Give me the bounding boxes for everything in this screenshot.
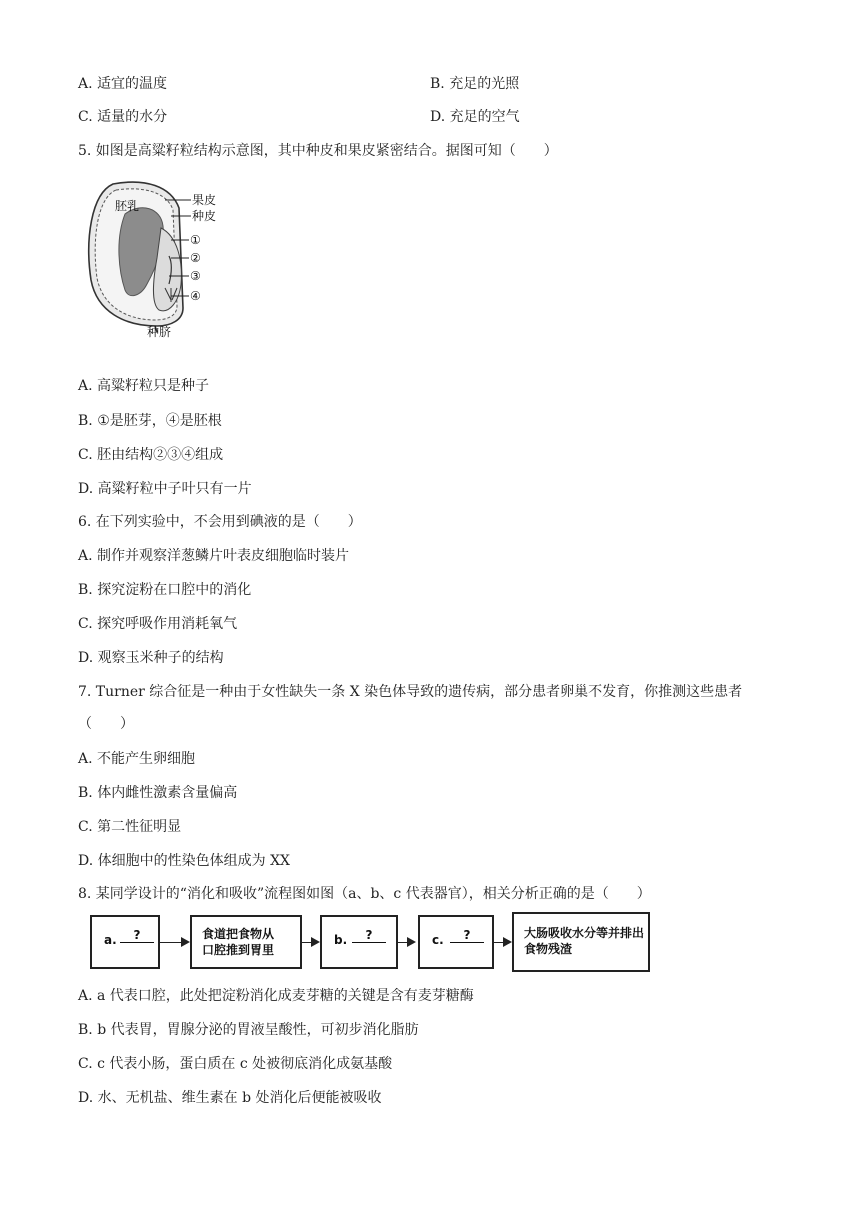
flow-box-esophagus <box>190 915 302 969</box>
flow-box-b <box>320 915 398 969</box>
q8-stem: 8. 某同学设计的“消化和吸收”流程图如图（a、b、c 代表器官），相关分析正确的是（ ） <box>78 886 651 902</box>
flow-colon-line1: 大肠吸收水分等并排出 <box>524 926 645 940</box>
flow-box-b-blank: ? <box>352 928 386 943</box>
label-part-4: ④ <box>190 289 201 303</box>
flow-box-c-label: c. <box>432 933 444 947</box>
q4-option-a: A. 适宜的温度 <box>78 76 168 92</box>
flow-arrow-4 <box>494 942 510 943</box>
q7-option-d: D. 体细胞中的性染色体组成为 XX <box>78 853 291 869</box>
flow-box-a-label: a. <box>104 933 117 947</box>
flow-arrow-3 <box>398 942 414 943</box>
label-part-3: ③ <box>190 269 201 283</box>
flow-arrow-2 <box>302 942 318 943</box>
flow-esophagus-line1: 食道把食物从 <box>202 927 275 941</box>
q6-option-b: B. 探究淀粉在口腔中的消化 <box>78 582 252 598</box>
flow-box-a-blank: ? <box>120 928 154 943</box>
label-seed-coat: 种皮 <box>192 209 217 223</box>
q7-stem-line2: （ ） <box>78 716 134 732</box>
q8-option-a: A. a 代表口腔，此处把淀粉消化成麦芽糖的关键是含有麦芽糖酶 <box>78 988 474 1004</box>
flow-arrow-1 <box>160 942 188 943</box>
label-part-1: ① <box>190 233 201 247</box>
q5-option-d: D. 高粱籽粒中子叶只有一片 <box>78 481 252 497</box>
flow-esophagus-line2: 口腔推到胃里 <box>202 943 275 957</box>
q6-option-d: D. 观察玉米种子的结构 <box>78 650 224 666</box>
q7-option-c: C. 第二性征明显 <box>78 819 182 835</box>
q8-option-d: D. 水、无机盐、维生素在 b 处消化后便能被吸收 <box>78 1090 382 1106</box>
flow-box-c-blank: ? <box>450 928 484 943</box>
q5-option-a: A. 高粱籽粒只是种子 <box>78 378 210 394</box>
label-pericarp: 果皮 <box>192 193 217 207</box>
q8-option-b: B. b 代表胃，胃腺分泌的胃液呈酸性，可初步消化脂肪 <box>78 1022 419 1038</box>
q6-stem: 6. 在下列实验中，不会用到碘液的是（ ） <box>78 514 362 530</box>
flow-box-b-label: b. <box>334 933 348 947</box>
label-part-2: ② <box>190 251 201 265</box>
q4-option-c: C. 适量的水分 <box>78 109 168 125</box>
flow-box-a <box>90 915 160 969</box>
q5-option-c: C. 胚由结构②③④组成 <box>78 447 224 463</box>
label-endosperm: 胚乳 <box>115 199 140 213</box>
q5-option-b: B. ①是胚芽，④是胚根 <box>78 413 222 429</box>
q4-option-b: B. 充足的光照 <box>430 76 520 92</box>
q7-option-b: B. 体内雌性激素含量偏高 <box>78 785 238 801</box>
q7-stem-line1: 7. Turner 综合征是一种由于女性缺失一条 X 染色体导致的遗传病，部分患者卵巢不发育，你推测这些患者 <box>78 684 743 700</box>
q6-option-a: A. 制作并观察洋葱鳞片叶表皮细胞临时装片 <box>78 548 350 564</box>
q7-option-a: A. 不能产生卵细胞 <box>78 751 196 767</box>
flow-box-large-intestine <box>512 912 650 972</box>
q4-option-d: D. 充足的空气 <box>430 109 520 125</box>
sorghum-grain-diagram <box>85 180 225 340</box>
label-hilum: 种脐 <box>147 325 172 339</box>
q6-option-c: C. 探究呼吸作用消耗氧气 <box>78 616 238 632</box>
flow-colon-line2: 食物残渣 <box>524 942 573 956</box>
q8-option-c: C. c 代表小肠，蛋白质在 c 处被彻底消化成氨基酸 <box>78 1056 393 1072</box>
flow-box-c <box>418 915 494 969</box>
q5-stem: 5. 如图是高粱籽粒结构示意图，其中种皮和果皮紧密结合。据图可知（ ） <box>78 143 558 159</box>
